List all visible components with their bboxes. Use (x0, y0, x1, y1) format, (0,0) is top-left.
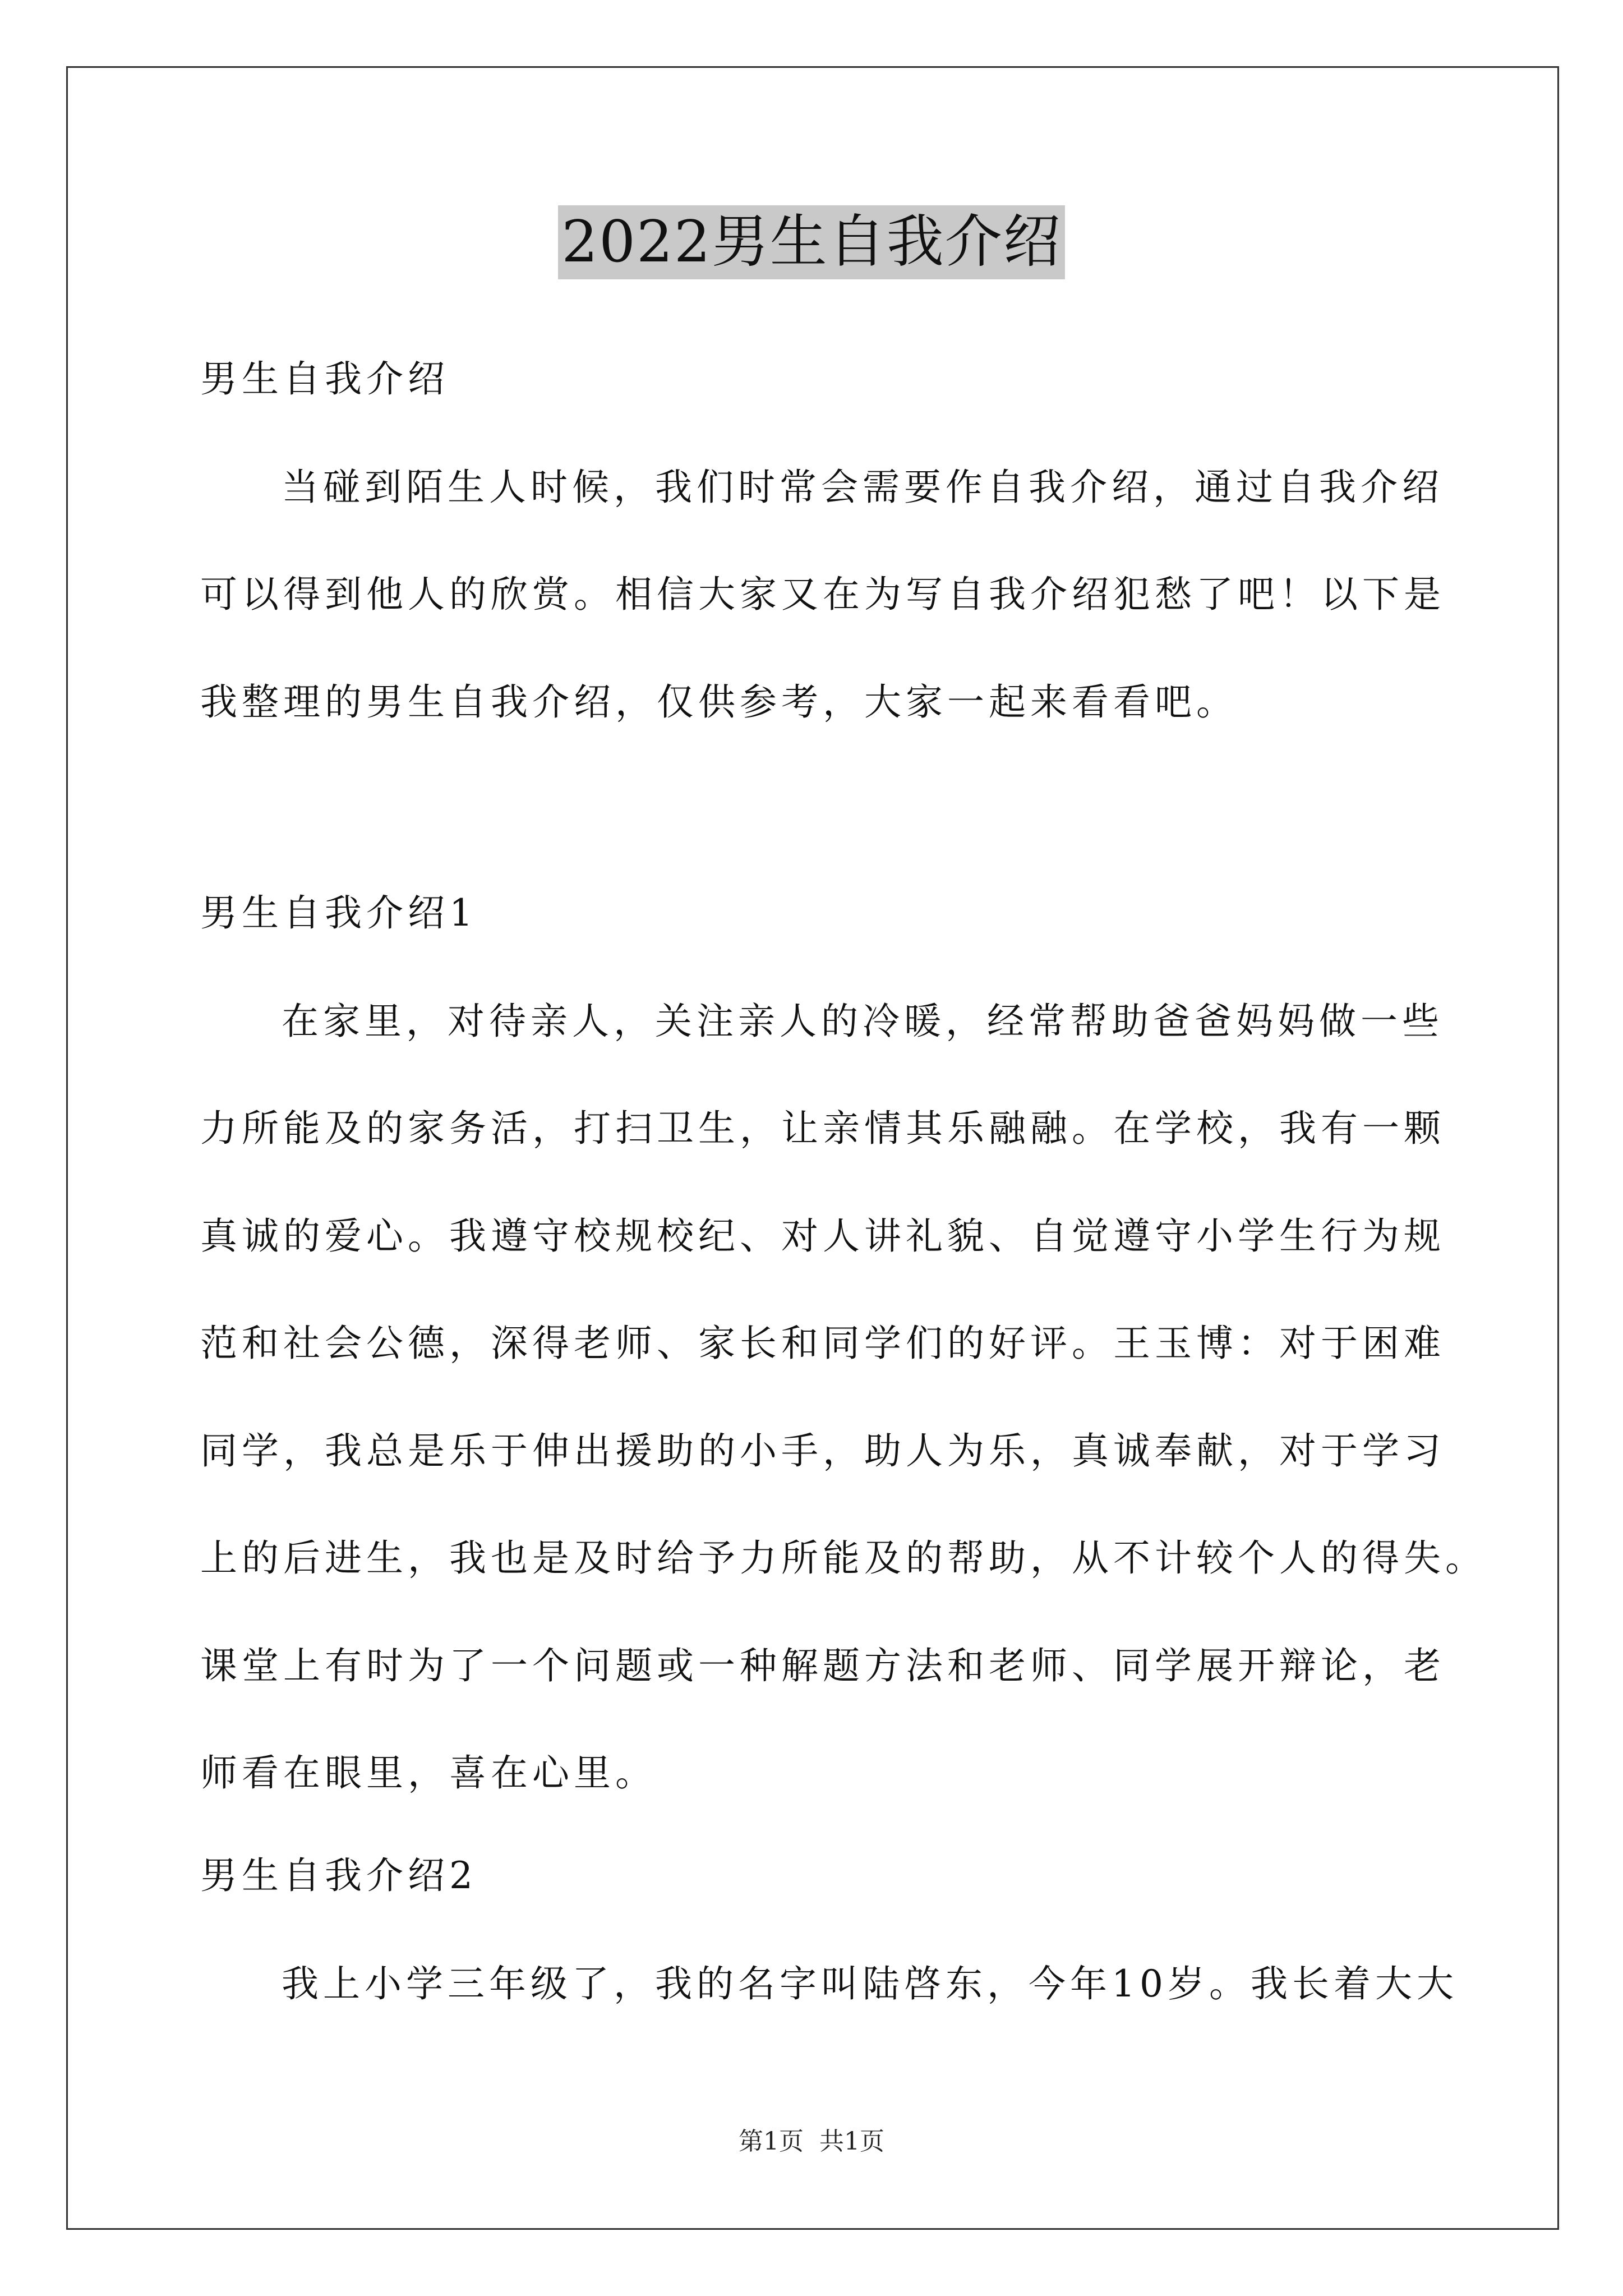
paragraph-line: 当碰到陌生人时候，我们时常会需要作自我介绍，通过自我介绍 (282, 466, 1444, 509)
paragraph-line: 课堂上有时为了一个问题或一种解题方法和老师、同学展开辩论，老 (200, 1644, 1445, 1687)
paragraph-line: 师看在眼里，喜在心里。 (200, 1751, 657, 1795)
page-total: 共1页 (819, 2127, 884, 2156)
paragraph-line: 在家里，对待亲人，关注亲人的冷暖，经常帮助爸爸妈妈做一些 (282, 1000, 1444, 1043)
section-heading: 男生自我介绍 (200, 357, 449, 401)
section-heading: 男生自我介绍1 (200, 891, 477, 935)
paragraph-line: 力所能及的家务活，打扫卫生，让亲情其乐融融。在学校，我有一颗 (200, 1107, 1445, 1150)
paragraph-line: 范和社会公德，深得老师、家长和同学们的好评。王玉博：对于困难 (200, 1322, 1445, 1365)
paragraph-line: 上的后进生，我也是及时给予力所能及的帮助，从不计较个人的得失。 (200, 1536, 1487, 1580)
page-number: 第1页 (739, 2127, 804, 2156)
title-container (0, 205, 1623, 279)
section-heading: 男生自我介绍2 (200, 1854, 477, 1897)
paragraph-line: 真诚的爱心。我遵守校规校纪、对人讲礼貌、自觉遵守小学生行为规 (200, 1214, 1445, 1258)
page-footer (0, 2126, 1623, 2157)
document-title: 2022男生自我介绍 (558, 205, 1065, 279)
paragraph-line: 可以得到他人的欣赏。相信大家又在为写自我介绍犯愁了吧！以下是 (200, 573, 1445, 616)
paragraph-line: 我上小学三年级了，我的名字叫陆啓东，今年10岁。我长着大大 (282, 1962, 1458, 2005)
paragraph-line: 我整理的男生自我介绍，仅供参考，大家一起来看看吧。 (200, 680, 1238, 724)
paragraph-line: 同学，我总是乐于伸出援助的小手，助人为乐，真诚奉献，对于学习 (200, 1429, 1445, 1473)
